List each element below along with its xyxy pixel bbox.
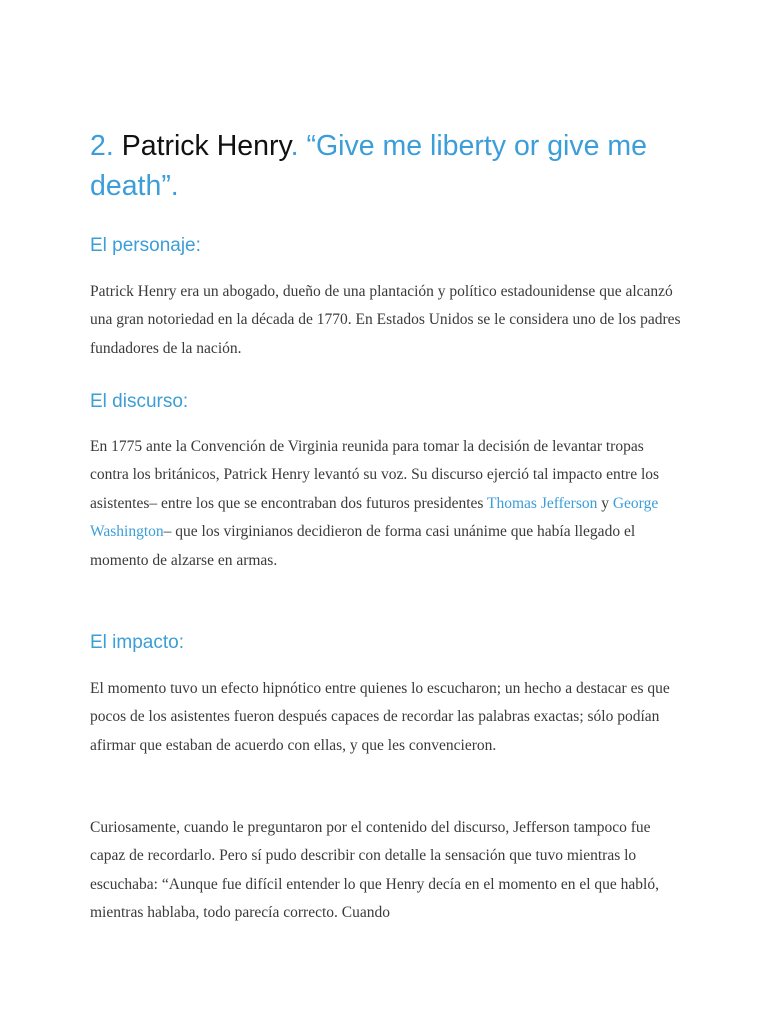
discurso-connector: y [597,494,613,512]
section-heading-impacto: El impacto: [90,632,184,653]
link-george-washington[interactable]: George Washington [90,494,659,541]
paragraph-impacto-2: Curiosamente, cuando le preguntaron por el contenido del discurso, Jefferson tampoco fue capaz de recordarlo. Pero sí pudo describir con detalle la sensación que tuvo mientras lo escuchaba: “Aunque fue difícil entender lo que Henry decía en el momento en el que habló, mientras hablaba, todo parecía correcto. Cuando [90,819,659,922]
paragraph-impacto-1: El momento tuvo un efecto hipnótico entre quienes lo escucharon; un hecho a destacar es que pocos de los asistentes fueron después capaces de recordar las palabras exactas; sólo podían afirmar que estaban de acuerdo con ellas, y que les convencieron. [90,680,670,754]
title-name: Patrick Henry [121,130,291,162]
page-title [90,126,690,206]
discurso-text-after: – que los virginianos decidieron de forma casi unánime que había llegado el momento de alzarse en armas. [90,523,636,569]
title-dot: . [290,130,299,162]
section-heading-personaje: El personaje: [90,235,201,256]
link-thomas-jefferson[interactable]: Thomas Jefferson [487,494,598,512]
section-heading-discurso: El discurso: [90,391,189,412]
title-number: 2. [90,130,114,162]
paragraph-discurso [90,433,682,575]
title-quote: “Give me liberty or give me death”. [90,130,647,202]
discurso-text-before: En 1775 ante la Convención de Virginia reunida para tomar la decisión de levantar tropas contra los británicos, Patrick Henry levantó su voz. Su discurso ejerció tal impacto entre los asistentes– entre los que se encontraban dos futuros presidentes [90,438,660,512]
paragraph-personaje: Patrick Henry era un abogado, dueño de una plantación y político estadounidense que alcanzó una gran notoriedad en la década de 1770. En Estados Unidos se le considera uno de los padres fundadores de la nación. [90,283,681,357]
